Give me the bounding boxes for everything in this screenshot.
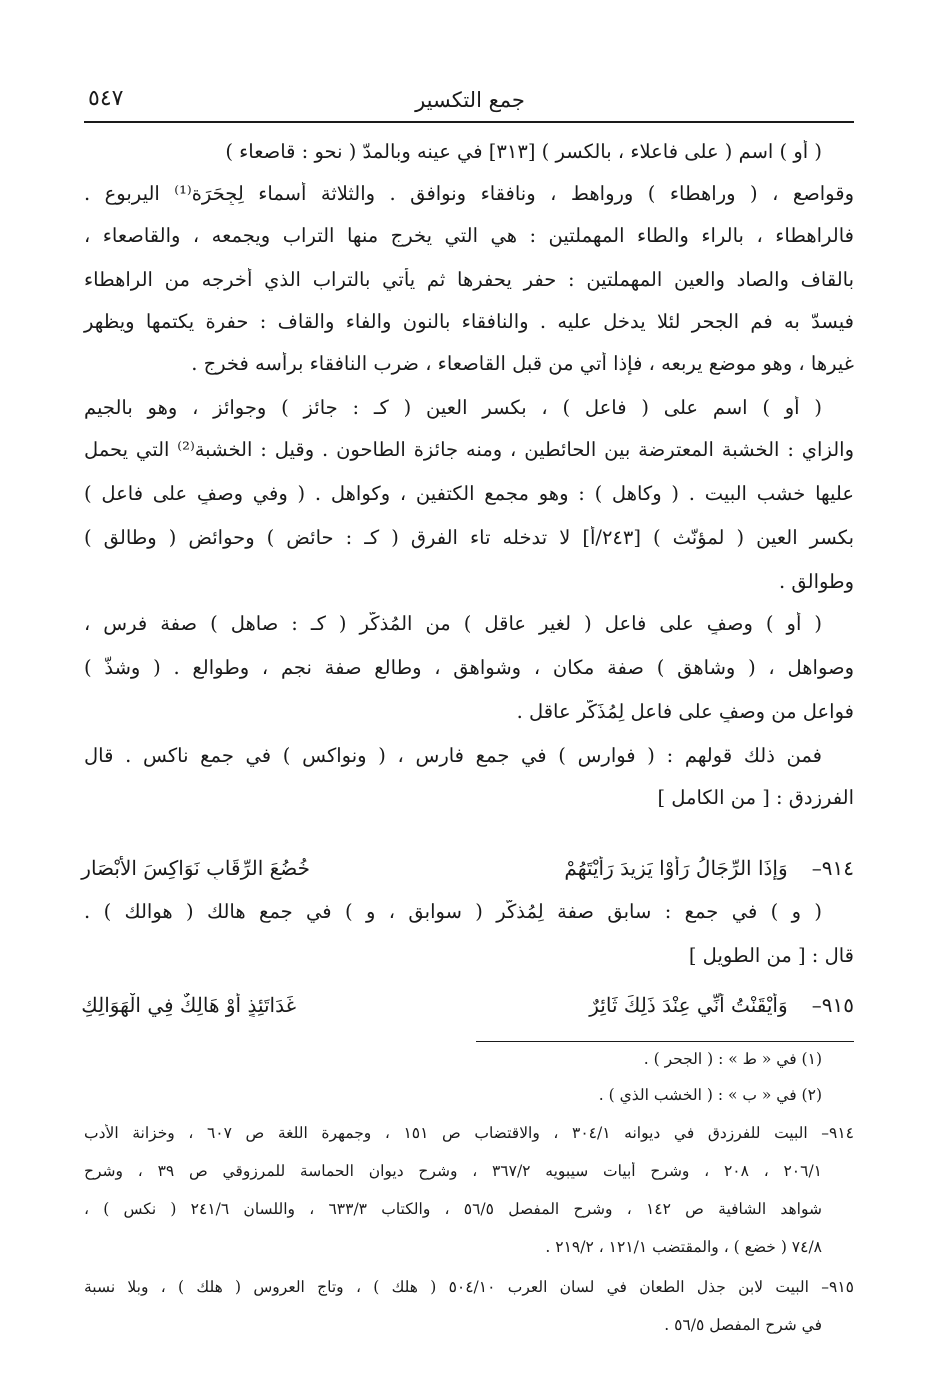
footnote-line: شواهد الشافية ص ١٤٢ ، وشرح المفصل ٥٦/٥ ، والكتاب ٦٣٣/٣ ، واللسان ٢٤١/٦ ( نكس ) ، xyxy=(84,1200,822,1218)
verse-first-hemistich: وَإِذَا الرِّجَالُ رَأَوْا يَزِيدَ رَأَيْتَهُمْ xyxy=(564,856,788,880)
text-line: قال : [ من الطويل ] xyxy=(688,944,854,967)
footnote-line: ٩١٤– البيت للفرزدق في ديوانه ٣٠٤/١ ، والاقتضاب ص ١٥١ ، وجمهرة اللغة ص ٦٠٧ ، وخزانة الأدب xyxy=(84,1124,854,1142)
footnote-line: (٢) في « ب » : ( الخشب الذي ) . xyxy=(598,1086,822,1104)
verse-second-hemistich: غَدَاتَئِذٍ أَوْ هَالِكٌ فِي الْهَوَالِكِ xyxy=(81,993,297,1017)
text-line: وقواصع ، ( وراهطاء ) ورواهط ، ونافقاء ونوافق . والثلاثة أسماء لِجِحَرَة⁽¹⁾ اليربوع . xyxy=(84,182,854,205)
footnote-line: (١) في « ط » : ( الجحر ) . xyxy=(643,1050,822,1068)
text-line: ( أو ) اسم ( على فاعلاء ، بالكسر ) [٣١٣] في عينه وبالمدّ ( نحو : قاصعاء ) xyxy=(225,140,822,163)
footnote-line: ٧٤/٨ ( خضع ) ، والمقتضب ١٢١/١ ، ٢١٩/٢ . xyxy=(545,1238,822,1256)
text-line: فيسدّ به فم الجحر لئلا يدخل عليه . والنافقاء بالنون والفاء والقاف : حفرة يكتمها ويظهر xyxy=(84,310,854,333)
text-line: فالراهطاء ، بالراء والطاء المهملتين : هي التي يخرج منها التراب ويجمعه ، والقاصعاء ، xyxy=(84,224,854,247)
text-line: ( أو ) وصفٍ على فاعل ( لغير عاقل ) من المُذكَّر ( كـ : صاهل ) صفة فرس ، xyxy=(84,612,822,635)
verse-915 xyxy=(0,993,940,1017)
text-line: غيرها ، وهو موضع يربعه ، فإذا أتي من قبل القاصعاء ، ضرب النافقاء برأسه فخرج . xyxy=(191,352,854,375)
text-line: الفرزدق : [ من الكامل ] xyxy=(657,786,854,809)
footnote-line: ٢٠٦/١ ، ٢٠٨ ، وشرح أبيات سيبويه ٣٦٧/٢ ، وشرح ديوان الحماسة للمرزوقي ص ٣٩ ، وشرح xyxy=(84,1162,823,1180)
footnote-separator xyxy=(476,1041,854,1042)
text-line: بكسر العين ( لمؤنّث ) [٢٤٣/أ] لا تدخله تاء الفرق ( كـ : حائض ) وحوائض ( وطالق ) xyxy=(84,526,854,549)
verse-first-hemistich: وَأَيْقَنْتُ أَنِّي عِنْدَ ذَلِكَ ثَائِرٌ xyxy=(589,993,788,1017)
page-number: ٥٤٧ xyxy=(88,86,124,111)
text-line: فمن ذلك قولهم : ( فوارس ) في جمع فارس ، ( ونواكس ) في جمع ناكس . قال xyxy=(84,744,822,767)
text-line: ( و ) في جمع : سابق صفة لِمُذكَّر ( سوابق ، و ) في جمع هالك ( هوالك ) . xyxy=(84,900,822,923)
text-line: بالقاف والصاد والعين المهملتين : حفر يحفرها ثم يأتي بالتراب الذي أخرجه من الراهطاء xyxy=(84,268,854,291)
footnote-line: في شرح المفصل ٥٦/٥ . xyxy=(664,1316,822,1334)
text-line: وصواهل ، ( وشاهق ) صفة مكان ، وشواهق ، وطالع صفة نجم ، وطوالع . ( وشذّ ) xyxy=(84,656,854,679)
text-line: وطوالق . xyxy=(778,570,854,593)
text-line: عليها خشب البيت . ( وكاهل ) : وهو مجمع الكتفين ، وكواهل . ( وفي وصفٍ على فاعل ) xyxy=(84,482,854,505)
verse-number: ٩١٥– xyxy=(811,993,854,1017)
text-line: فواعل من وصفٍ على فاعل لِمُذَكَّر عاقل . xyxy=(516,700,854,723)
text-line: والزاي : الخشبة المعترضة بين الحائطين ، ومنه جائزة الطاحون . وقيل : الخشبة⁽²⁾ التي يحمل xyxy=(84,438,854,461)
verse-number: ٩١٤– xyxy=(811,856,854,880)
text-line: ( أو ) اسم على ( فاعل ) ، بكسر العين ( كـ : جائز ) وجوائز ، وهو بالجيم xyxy=(84,396,822,419)
verse-914 xyxy=(0,856,940,880)
running-header-title: جمع التكسير xyxy=(415,88,525,112)
footnote-line: ٩١٥– البيت لابن جذل الطعان في لسان العرب ٥٠٤/١٠ ( هلك ) ، وتاج العروس ( هلك ) ، وبلا نسبة xyxy=(84,1278,854,1296)
header-rule xyxy=(84,121,854,123)
verse-second-hemistich: خُضُعَ الرِّقَابِ نَوَاكِسَ الأَبْصَارِ xyxy=(81,856,310,880)
